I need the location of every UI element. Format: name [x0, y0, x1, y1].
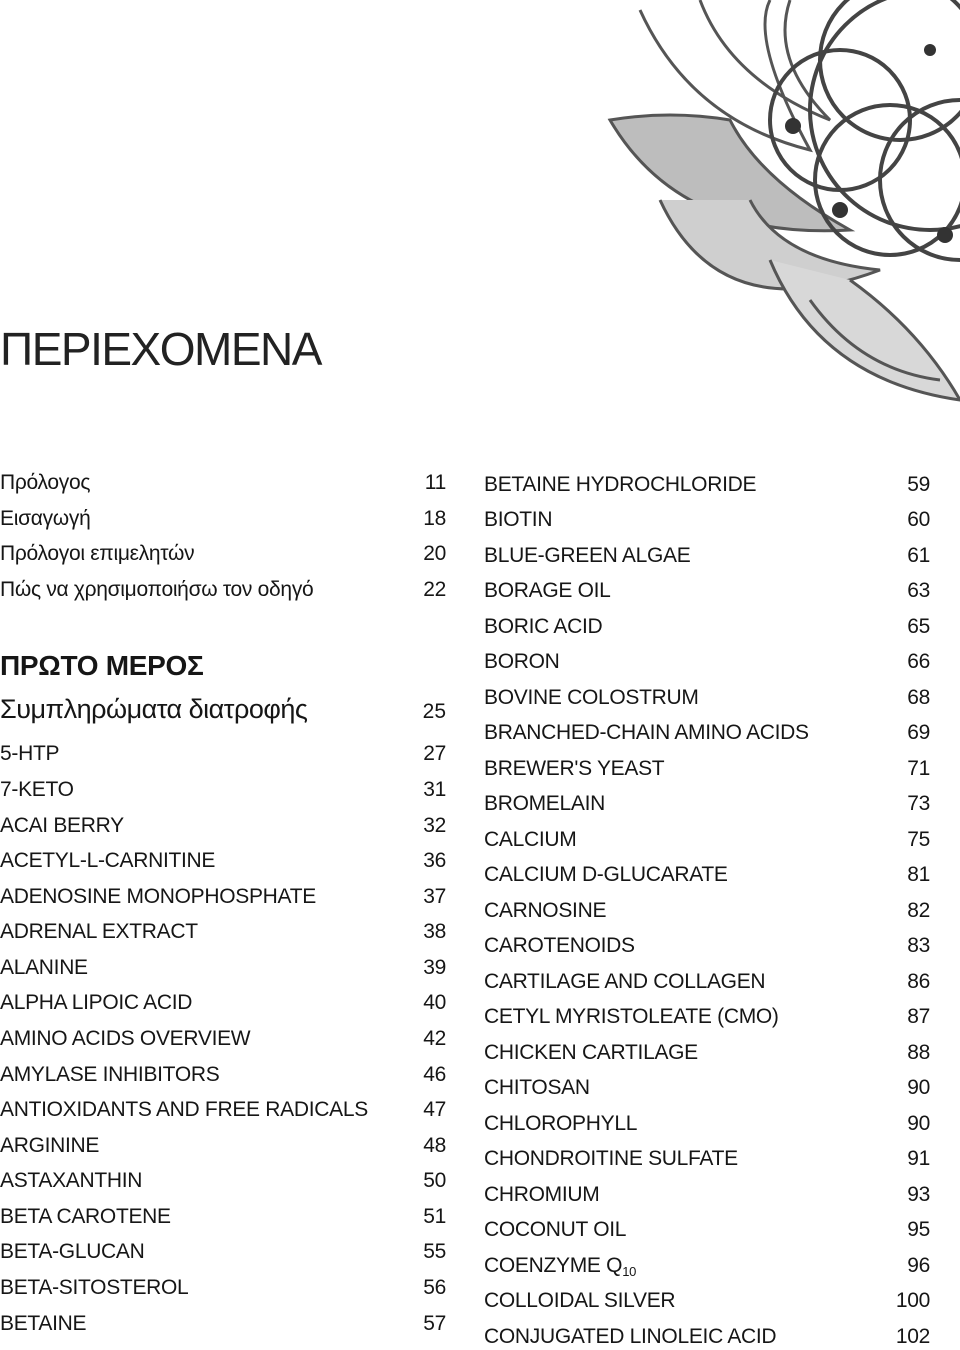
- entry-label: Πρόλογοι επιμελητών: [0, 542, 195, 565]
- entry-label: CHLOROPHYLL: [484, 1112, 638, 1135]
- entry-page: 61: [907, 544, 930, 567]
- entry-label: CARNOSINE: [484, 899, 607, 922]
- entry-page: 68: [907, 686, 930, 709]
- toc-entry[interactable]: [0, 990, 446, 1016]
- entry-page: 38: [423, 920, 446, 943]
- entry-label-wrap: [484, 1253, 636, 1285]
- toc-entry[interactable]: [484, 827, 930, 853]
- part-heading: ΠΡΩΤΟ ΜΕΡΟΣ: [0, 650, 204, 681]
- toc-entry[interactable]: [0, 541, 446, 567]
- entry-label: ASTAXANTHIN: [0, 1169, 143, 1192]
- toc-entry[interactable]: [484, 898, 930, 924]
- entry-label: ACETYL-L-CARNITINE: [0, 849, 216, 872]
- entry-label: BREWER'S YEAST: [484, 757, 665, 780]
- toc-entry[interactable]: [484, 1075, 930, 1101]
- toc-entry[interactable]: [484, 507, 930, 533]
- entry-label: AMINO ACIDS OVERVIEW: [0, 1027, 251, 1050]
- entry-page: 100: [895, 1289, 930, 1312]
- entry-page: 69: [907, 721, 930, 744]
- toc-entry[interactable]: [484, 1111, 930, 1137]
- toc-entry[interactable]: [484, 969, 930, 995]
- entry-page: 102: [895, 1325, 930, 1348]
- toc-entry[interactable]: [484, 720, 930, 746]
- toc-entry[interactable]: [484, 862, 930, 888]
- toc-entry[interactable]: [484, 649, 930, 675]
- entry-label: BOVINE COLOSTRUM: [484, 686, 699, 709]
- toc-entry[interactable]: [484, 685, 930, 711]
- entry-label: BETA-GLUCAN: [0, 1240, 145, 1263]
- entry-page: 83: [907, 934, 930, 957]
- entry-page: 90: [907, 1112, 930, 1135]
- entry-page: 82: [907, 899, 930, 922]
- entry-label: 7-KETO: [0, 778, 74, 801]
- toc-entry[interactable]: [484, 1288, 930, 1314]
- toc-entry[interactable]: [484, 578, 930, 604]
- toc-entry[interactable]: [0, 955, 446, 981]
- entry-label-subscript: 10: [622, 1264, 637, 1279]
- entry-label: BETAINE HYDROCHLORIDE: [484, 473, 757, 496]
- entry-label: BORON: [484, 650, 560, 673]
- toc-entry[interactable]: [484, 1146, 930, 1172]
- entry-label: ACAI BERRY: [0, 814, 124, 837]
- entry-page: 40: [423, 991, 446, 1014]
- entry-page: 27: [423, 742, 446, 765]
- toc-entry[interactable]: [484, 1324, 930, 1350]
- toc-entry[interactable]: [0, 1275, 446, 1301]
- entry-page: 90: [907, 1076, 930, 1099]
- entry-page: 42: [423, 1027, 446, 1050]
- entry-page: 56: [423, 1276, 446, 1299]
- toc-entry[interactable]: [0, 1097, 446, 1123]
- toc-entry[interactable]: [0, 884, 446, 910]
- entry-page: 86: [907, 970, 930, 993]
- entry-page: 71: [907, 757, 930, 780]
- entry-label: CHITOSAN: [484, 1076, 590, 1099]
- mandala-ornament-icon: [600, 0, 960, 410]
- entry-label: BORAGE OIL: [484, 579, 611, 602]
- entry-label: ARGININE: [0, 1134, 100, 1157]
- entry-page: 18: [423, 507, 446, 530]
- entry-page: 48: [423, 1134, 446, 1157]
- entry-label: BORIC ACID: [484, 615, 603, 638]
- entry-page: 91: [907, 1147, 930, 1170]
- entry-page: 73: [907, 792, 930, 815]
- page-title: ΠΕΡΙΕΧΟΜΕΝΑ: [0, 323, 321, 375]
- toc-entry[interactable]: [484, 791, 930, 817]
- toc-entry[interactable]: [0, 919, 446, 945]
- entry-page: 65: [907, 615, 930, 638]
- entry-label: CAROTENOIDS: [484, 934, 635, 957]
- entry-label: ANTIOXIDANTS AND FREE RADICALS: [0, 1098, 368, 1121]
- toc-entry[interactable]: [0, 848, 446, 874]
- entry-label: BETAINE: [0, 1312, 87, 1335]
- entry-label: ALPHA LIPOIC ACID: [0, 991, 193, 1014]
- entry-label: COENZYME Q: [484, 1254, 623, 1277]
- entry-page: 39: [423, 956, 446, 979]
- entry-label: BETA CAROTENE: [0, 1205, 171, 1228]
- entry-label: COLLOIDAL SILVER: [484, 1289, 676, 1312]
- toc-entry[interactable]: [0, 1026, 446, 1052]
- toc-entry[interactable]: [484, 1004, 930, 1030]
- toc-entry[interactable]: [0, 777, 446, 803]
- entry-label: CALCIUM D-GLUCARATE: [484, 863, 728, 886]
- entry-page: 63: [907, 579, 930, 602]
- toc-entry[interactable]: [0, 1168, 446, 1194]
- toc-entry[interactable]: [0, 741, 446, 767]
- toc-entry[interactable]: [0, 1239, 446, 1265]
- toc-entry[interactable]: [0, 577, 446, 603]
- toc-entry[interactable]: [0, 1204, 446, 1230]
- entry-page: 81: [907, 863, 930, 886]
- toc-entry[interactable]: [0, 470, 446, 496]
- toc-entry[interactable]: [0, 813, 446, 839]
- entry-label: CETYL MYRISTOLEATE (CMO): [484, 1005, 779, 1028]
- entry-page: 75: [907, 828, 930, 851]
- part-subtitle: Συμπληρώματα διατροφής: [0, 694, 308, 724]
- entry-page: 60: [907, 508, 930, 531]
- entry-label: ADRENAL EXTRACT: [0, 920, 198, 943]
- toc-entry[interactable]: [484, 1253, 930, 1285]
- entry-label: COCONUT OIL: [484, 1218, 627, 1241]
- toc-entry[interactable]: [484, 543, 930, 569]
- entry-label: BLUE-GREEN ALGAE: [484, 544, 691, 567]
- entry-page: 22: [423, 578, 446, 601]
- toc-entry[interactable]: [0, 1062, 446, 1088]
- toc-entry[interactable]: [484, 614, 930, 640]
- entry-page: 25: [422, 700, 446, 723]
- toc-entry[interactable]: [484, 472, 930, 498]
- entry-page: 50: [423, 1169, 446, 1192]
- toc-entry[interactable]: [484, 1217, 930, 1243]
- entry-label: BETA-SITOSTEROL: [0, 1276, 189, 1299]
- toc-entry[interactable]: [484, 1182, 930, 1208]
- entry-page: 95: [907, 1218, 930, 1241]
- entry-label: ALANINE: [0, 956, 88, 979]
- entry-label: Εισαγωγή: [0, 507, 91, 530]
- part-subtitle-entry[interactable]: [0, 694, 446, 725]
- entry-label: CALCIUM: [484, 828, 577, 851]
- entry-label: CARTILAGE AND COLLAGEN: [484, 970, 766, 993]
- toc-entry[interactable]: [0, 506, 446, 532]
- toc-entry[interactable]: [0, 1311, 446, 1337]
- entry-label: AMYLASE INHIBITORS: [0, 1063, 220, 1086]
- entry-page: 37: [423, 885, 446, 908]
- entry-label: BROMELAIN: [484, 792, 605, 815]
- entry-label: BIOTIN: [484, 508, 553, 531]
- entry-page: 96: [907, 1254, 930, 1277]
- toc-entry[interactable]: [484, 933, 930, 959]
- entry-page: 36: [423, 849, 446, 872]
- entry-page: 87: [907, 1005, 930, 1028]
- entry-page: 59: [907, 473, 930, 496]
- toc-entry[interactable]: [0, 1133, 446, 1159]
- entry-label: CHONDROITINE SULFATE: [484, 1147, 738, 1170]
- entry-page: 55: [423, 1240, 446, 1263]
- entry-label: BRANCHED-CHAIN AMINO ACIDS: [484, 721, 809, 744]
- entry-page: 31: [423, 778, 446, 801]
- entry-page: 66: [907, 650, 930, 673]
- entry-page: 32: [423, 814, 446, 837]
- entry-page: 51: [423, 1205, 446, 1228]
- entry-label: Πώς να χρησιμοποιήσω τον οδηγό: [0, 578, 314, 601]
- entry-label: CHROMIUM: [484, 1183, 600, 1206]
- entry-page: 47: [423, 1098, 446, 1121]
- toc-entry[interactable]: [484, 1040, 930, 1066]
- entry-page: 88: [907, 1041, 930, 1064]
- entry-page: 11: [424, 471, 446, 494]
- entry-page: 93: [907, 1183, 930, 1206]
- entry-page: 46: [423, 1063, 446, 1086]
- entry-page: 20: [423, 542, 446, 565]
- entry-label: ADENOSINE MONOPHOSPHATE: [0, 885, 316, 908]
- entry-label: Πρόλογος: [0, 471, 91, 494]
- entry-label: 5-HTP: [0, 742, 60, 765]
- toc-entry[interactable]: [484, 756, 930, 782]
- entry-label: CHICKEN CARTILAGE: [484, 1041, 698, 1064]
- entry-label: CONJUGATED LINOLEIC ACID: [484, 1325, 777, 1348]
- entry-page: 57: [423, 1312, 446, 1335]
